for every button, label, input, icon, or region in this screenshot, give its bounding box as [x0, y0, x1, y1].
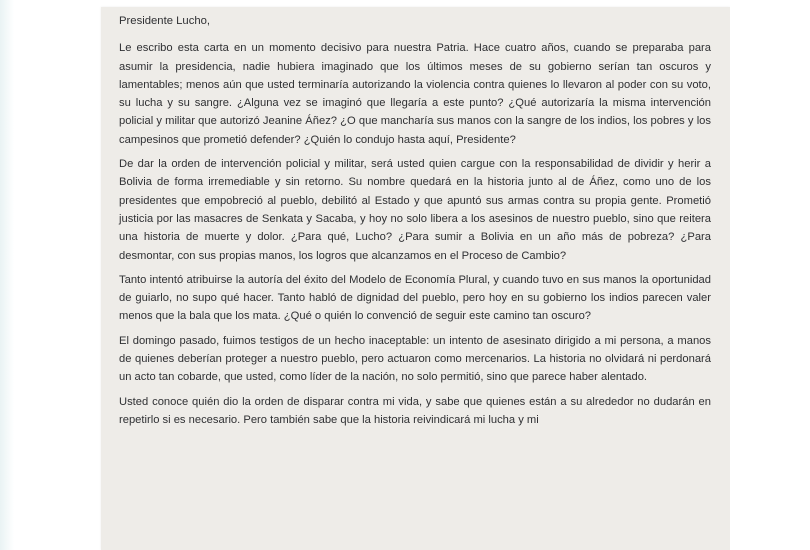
right-margin [730, 0, 810, 550]
left-edge-background [0, 0, 14, 550]
paragraph-4: El domingo pasado, fuimos testigos de un hecho inaceptable: un intento de asesinato dirigido a mi persona, a manos de quienes deberían proteger a nuestro pueblo, pero actuaron como mercenarios. La historia no olvidará ni perdonará un acto tan cobarde, que usted, como líder de la nación, no solo permitió, sino que parece haber alentado. [119, 334, 711, 384]
letter-body [119, 12, 711, 435]
letter-page [101, 7, 730, 550]
paragraph-5: Usted conoce quién dio la orden de disparar contra mi vida, y sabe que quienes están a su alrededor no dudarán en repetirlo si es necesario. Pero también sabe que la historia reivindicará mi lucha y mi [119, 395, 711, 426]
paragraph-2: De dar la orden de intervención policial y militar, será usted quien cargue con la responsabilidad de dividir y herir a Bolivia de forma irremediable y sin retorno. Su nombre quedará en la historia junto al de Áñez, como uno de los presidentes que empobreció al pueblo, debilitó al Estado y que apuntó sus armas contra su propia gente. Prometió justicia por las masacres de Senkata y Sacaba, y hoy no solo libera a los asesinos de nuestro pueblo, sino que reitera una historia de muerte y dolor. ¿Para qué, Lucho? ¿Para sumir a Bolivia en un año más de pobreza? ¿Para desmontar, con sus propias manos, los logros que alcanzamos en el Proceso de Cambio? [119, 158, 711, 262]
page-bottom-fade [101, 542, 730, 550]
paragraph-1: Le escribo esta carta en un momento decisivo para nuestra Patria. Hace cuatro años, cuando se preparaba para asumir la presidencia, nadie hubiera imaginado que los últimos meses de su gobierno serían tan oscuros y lamentables; menos aún que usted terminaría autorizando la violencia contra quienes lo llevaron al poder con su voto, su lucha y su sangre. ¿Alguna vez se imaginó que llegaría a este punto? ¿Qué autorizaría la misma intervención policial y militar que autorizó Jeanine Áñez? ¿O que mancharía sus manos con la sangre de los indios, los pobres y los campesinos que prometió defender? ¿Quién lo condujo hasta aquí, Presidente? [119, 42, 711, 146]
salutation: Presidente Lucho, [119, 15, 211, 27]
paragraph-3: Tanto intentó atribuirse la autoría del éxito del Modelo de Economía Plural, y cuando tuvo en sus manos la oportunidad de guiarlo, no supo qué hacer. Tanto habló de dignidad del pueblo, pero hoy en su gobierno los indios parecen valer menos que la bala que los mata. ¿Qué o quién lo convenció de seguir este camino tan oscuro? [119, 273, 711, 323]
